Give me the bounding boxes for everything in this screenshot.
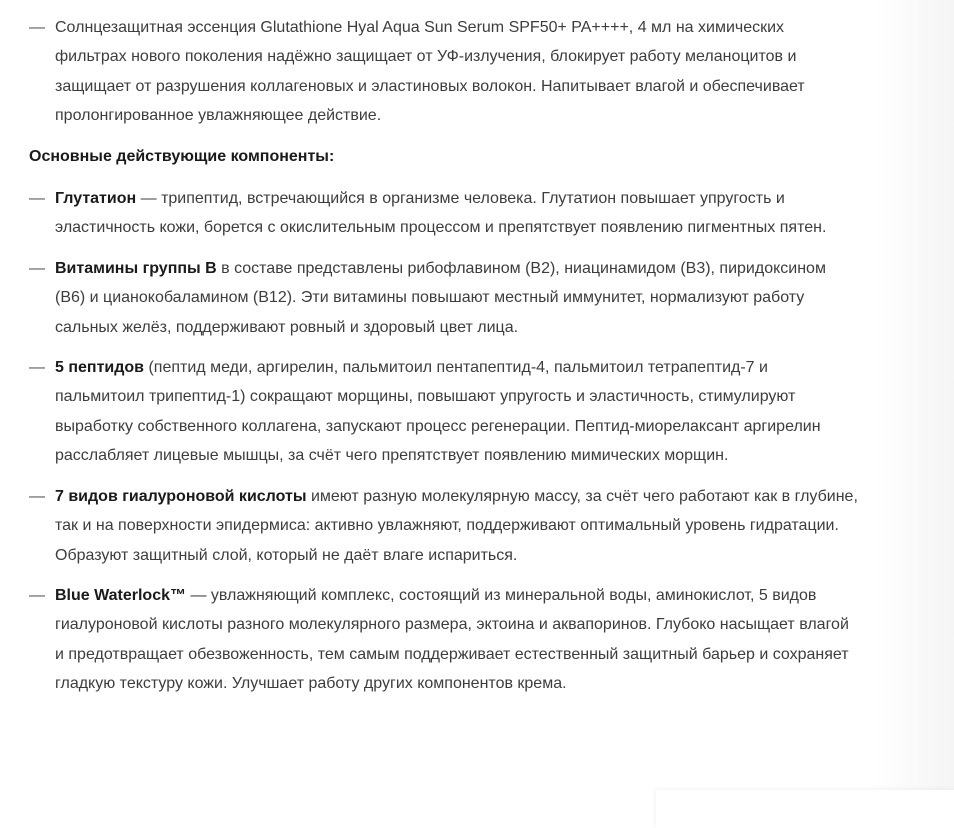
intro-text: Солнцезащитная эссенция Glutathione Hyal Aqua Sun Serum SPF50+ PA++++, 4 мл на химических фильтрах нового поколения надёжно защищает от УФ-излучения, блокирует работу меланоцитов и защищает от разрушения коллагеновых и эластиновых волокон. Напитывает влагой и обеспечивает пролонгированное увлажняющее действие. xyxy=(55,19,805,125)
component-description: (пептид меди, аргирелин, пальмитоил пентапептид-4, пальмитоил тетрапептид-7 и пальмитоил трипептид-1) сокращают морщины, повышают упругость и эластичность, стимулируют выработку собственного коллагена, запускают процесс регенерации. Пептид-миорелаксант аргирелин расслабляет лицевые мышцы, за счёт чего препятствует появлению мимических морщин. xyxy=(55,359,821,465)
list-dash: — xyxy=(29,190,45,208)
component-description: имеют разную молекулярную массу, за счёт чего работают как в глубине, так и на поверхности эпидермиса: активно увлажняют, поддерживают оптимальный уровень гидратации. Образуют защитный слой, который не даёт влаге испариться. xyxy=(55,487,858,564)
list-item-vitamins-b xyxy=(29,254,859,342)
component-name: 7 видов гиалуроновой кислоты xyxy=(55,487,307,505)
list-dash: — xyxy=(29,487,45,505)
list-item-peptides xyxy=(29,353,859,471)
component-description: — трипептид, встречающийся в организме человека. Глутатион повышает упругость и эластичность кожи, борется с окислительным процессом и препятствует появлению пигментных пятен. xyxy=(55,190,827,237)
component-description: — увлажняющий комплекс, состоящий из минеральной воды, аминокислот, 5 видов гиалуроновой кислоты разного молекулярного размера, эктоина и аквапоринов. Глубоко насыщает влагой и предотвращает обезвоженность, тем самым поддерживает естественный защитный барьер и сохраняет гладкую текстуру кожи. Улучшает работу других компонентов крема. xyxy=(55,586,849,693)
list-dash: — xyxy=(29,359,45,377)
bottom-overlay-box xyxy=(656,790,954,828)
component-name: Витамины группы B xyxy=(55,259,217,277)
intro-paragraph xyxy=(29,13,859,131)
list-dash: — xyxy=(29,586,45,604)
list-dash: — xyxy=(29,259,45,277)
list-item-hyaluronic-acid xyxy=(29,482,859,570)
component-name: Глутатион xyxy=(55,190,137,208)
component-name: Blue Waterlock™ xyxy=(55,586,186,604)
components-heading: Основные действующие компоненты: xyxy=(29,147,335,165)
list-item-blue-waterlock xyxy=(29,581,859,699)
list-item-glutathione xyxy=(29,184,859,243)
component-description: в составе представлены рибофлавином (B2), ниацинамидом (B3), пиридоксином (B6) и цианокобаламином (B12). Эти витамины повышают местный иммунитет, нормализуют работу сальных желёз, поддерживают ровный и здоровый цвет лица. xyxy=(55,259,826,336)
right-edge-shade xyxy=(874,0,954,828)
list-dash: — xyxy=(29,19,45,36)
product-description xyxy=(29,13,859,710)
component-name: 5 пептидов xyxy=(55,359,145,377)
